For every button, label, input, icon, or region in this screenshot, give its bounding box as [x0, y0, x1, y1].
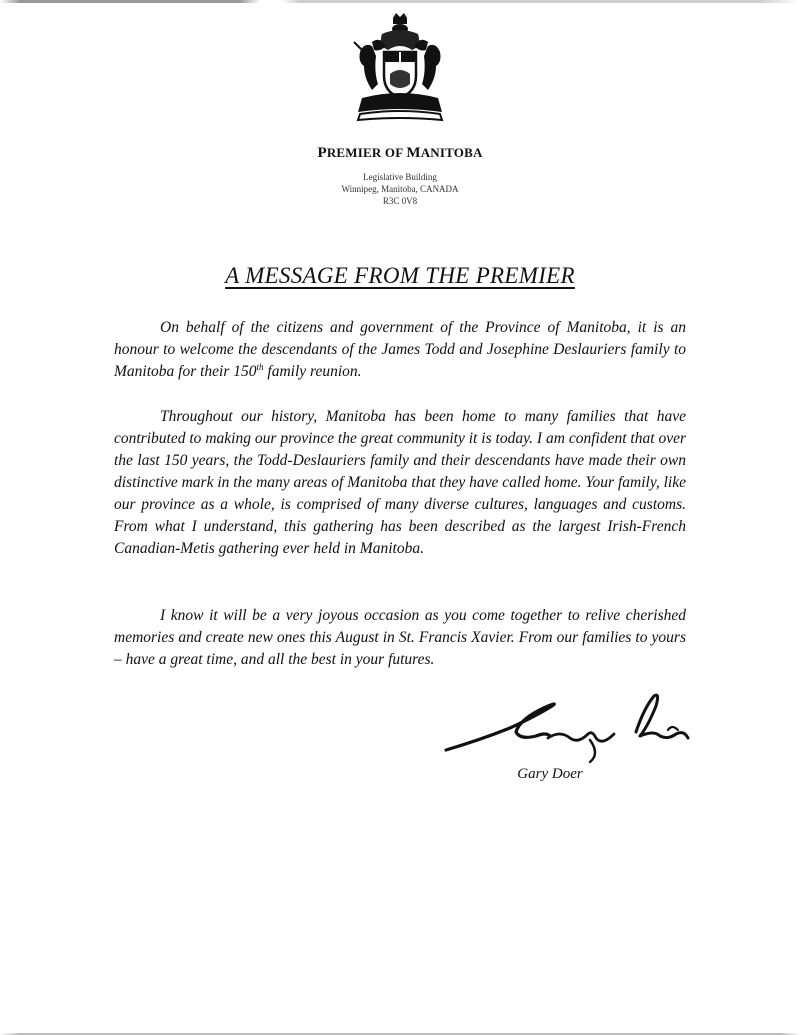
- letter-heading: A MESSAGE FROM THE PREMIER: [225, 263, 575, 288]
- paragraph-1: On behalf of the citizens and government of the Province of Manitoba, it is an honour to welcome the descendants of the James Todd and Josephine Deslauriers family to Manitoba for their 150th family reunion.: [114, 319, 686, 380]
- address-line-3: R3C 0V8: [382, 196, 418, 206]
- scan-top-edge: [0, 0, 800, 3]
- ordinal-suffix: th: [256, 361, 264, 372]
- address-line-1: Legislative Building: [363, 172, 437, 182]
- office-title: PREMIER OF MANITOBA: [317, 145, 483, 161]
- manitoba-coat-of-arms-crest: [350, 12, 450, 124]
- handwritten-signature: [440, 688, 710, 766]
- paragraph-2: Throughout our history, Manitoba has been home to many families that have contributed to making our province the great community it is today. I am confident that over the last 150 years, the Todd-Deslauriers family and their descendants have made their own distinctive mark in the many areas of Manitoba that they have called home. Your family, like our province as a whole, is comprised of many diverse cultures, languages and customs. From what I understand, this gathering has been described as the largest Irish-French Canadian-Metis gathering ever held in Manitoba.: [114, 408, 686, 557]
- address-line-2: Winnipeg, Manitoba, CANADA: [341, 184, 459, 194]
- signer-name: Gary Doer: [517, 766, 583, 782]
- paragraph-3: I know it will be a very joyous occasion as you come together to relive cherished memories and create new ones this August in St. Francis Xavier. From our families to yours – have a great time, and all the best in your futures.: [114, 607, 686, 668]
